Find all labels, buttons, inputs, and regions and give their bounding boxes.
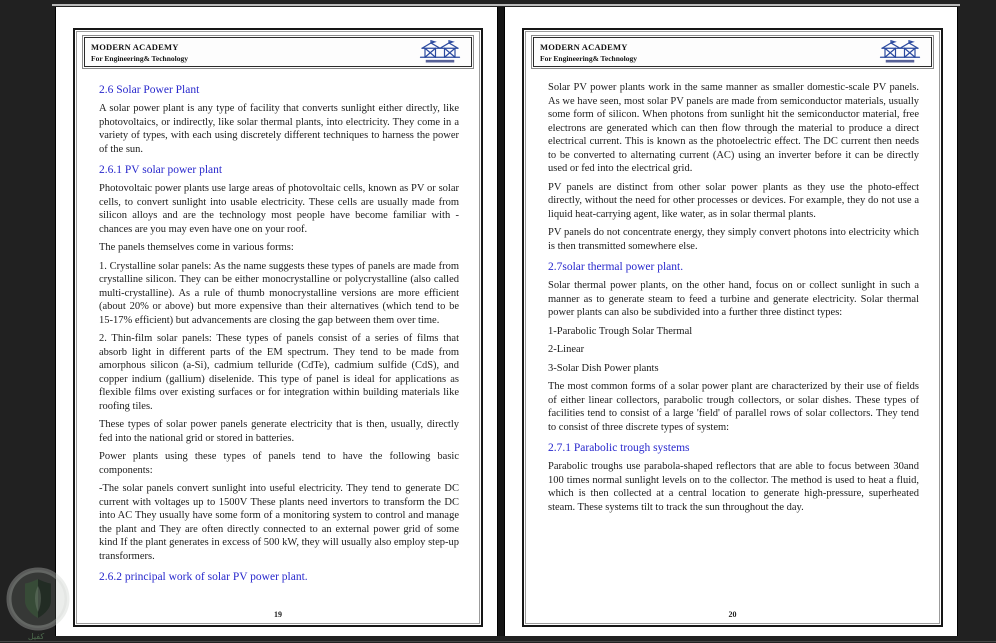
page-header-box bbox=[82, 35, 474, 69]
paragraph: Solar thermal power plants, on the other hand, focus on or collect sunlight in such a manner as to generate steam to feed a turbine and generate electricity. Solar thermal power plants can also be subdivided into a further three distinct types: bbox=[548, 280, 919, 318]
page-border-frame-inner bbox=[76, 31, 480, 624]
page-border-frame bbox=[522, 28, 943, 627]
paragraph: 2-Linear bbox=[548, 344, 585, 355]
section-heading: 2.6.1 PV solar power plant bbox=[99, 164, 223, 176]
paragraph: 3-Solar Dish Power plants bbox=[548, 362, 659, 374]
paragraph: PV panels do not concentrate energy, they simply convert photons into electricity which is then transmitted somewhere else. bbox=[548, 227, 919, 252]
academy-building-logo-icon bbox=[416, 40, 464, 64]
paragraph: These types of solar power panels generate electricity that is then, usually, directly fed into the national grid or stored in batteries. bbox=[99, 419, 459, 444]
watermark-arabic-text: كفيل bbox=[27, 632, 45, 641]
page-header-box-inner bbox=[84, 37, 472, 67]
section-heading: 2.7solar thermal power plant. bbox=[548, 261, 684, 273]
paragraph: PV panels are distinct from other solar power plants as they use the photo-effect directly, without the need for other processes or devices. For example, they do not use a liquid heat-carrying agent, like water, as in solar thermal plants. bbox=[548, 181, 919, 220]
academy-title: MODERN ACADEMY bbox=[91, 41, 179, 52]
section-heading: 2.6 Solar Power Plant bbox=[99, 84, 200, 96]
paragraph: The panels themselves come in various forms: bbox=[99, 242, 294, 253]
academy-subtitle: For Engineering& Technology bbox=[91, 53, 188, 63]
paragraph: Parabolic troughs use parabola-shaped reflectors that are able to focus between 30and 100 times normal sunlight levels on to the collector. The method is used to heat a fluid, which is then collected at a central location to generate high-pressure, superheated steam. These systems tilt to track the sun throughout the day. bbox=[548, 461, 919, 513]
page-right bbox=[504, 7, 958, 636]
page-left bbox=[55, 7, 498, 636]
page-header-box-inner bbox=[533, 37, 932, 67]
page-number: 19 bbox=[274, 610, 282, 619]
paragraph: The most common forms of a solar power plant are characterized by their use of fields of either linear collectors, parabolic trough collectors, or solar dishes. These types of facilities tend to consist of a large 'field' of parallel rows of solar collectors. They tend to consist of three discrete types of system: bbox=[548, 381, 919, 433]
academy-subtitle: For Engineering& Technology bbox=[540, 53, 637, 63]
paragraph: -The solar panels convert sunlight into useful electricity. They tend to generate DC current with voltages up to 1500V These plants need invertors to transform the DC into AC They usually have some form of a monitoring system to control and manage the plant and They are often directly connected to an external power grid of some kind If the plant generates in excess of 500 kW, they will usually also employ step-up transformers. bbox=[99, 483, 459, 562]
academy-name-block bbox=[540, 42, 637, 63]
section-heading: 2.6.2 principal work of solar PV power plant. bbox=[99, 571, 308, 583]
academy-name-block bbox=[91, 42, 188, 63]
academy-building-logo-icon bbox=[876, 40, 924, 64]
viewer-bottom-border bbox=[0, 641, 996, 642]
academy-title: MODERN ACADEMY bbox=[540, 41, 628, 52]
page-border-frame bbox=[73, 28, 483, 627]
paragraph: Photovoltaic power plants use large areas of photovoltaic cells, known as PV or solar cells, to convert sunlight into usable electricity. These cells are usually made from silicon alloys and are the technology most people have become familiar with - chances are you may even have one on your roof. bbox=[99, 183, 459, 235]
paragraph: 1-Parabolic Trough Solar Thermal bbox=[548, 325, 693, 337]
page-content bbox=[526, 69, 939, 514]
paragraph: 2. Thin-film solar panels: These types of panels consist of a series of films that absorb light in different parts of the EM spectrum. They tend to be made from amorphous silicon (a-Si), cadmium telluride (CdTe), cadmium sulfide (CdS), and copper indium (gallium) diselenide. This type of panel is ideal for applications as flexible films over existing surfaces or for integration within building materials like roofing tiles. bbox=[99, 333, 459, 412]
page-number: 20 bbox=[728, 610, 737, 619]
paragraph: Power plants using these types of panels tend to have the following basic components: bbox=[99, 451, 459, 476]
viewer-top-border bbox=[52, 4, 960, 6]
two-page-spread[interactable] bbox=[55, 7, 958, 636]
paragraph: Solar PV power plants work in the same manner as smaller domestic-scale PV panels. As we have seen, most solar PV panels are made from semiconductor materials, usually some form of silicon. When photons from sunlight hit the semiconductor material, free electrons are generated which can then flow through the material to produce a direct electrical current. This is known as the photoelectric effect. The DC current then needs to be converted to alternating current (AC) using an inverter before it can be directly used or fed into the electrical grid. bbox=[548, 82, 919, 174]
page-content bbox=[77, 69, 479, 584]
paragraph: 1. Crystalline solar panels: As the name suggests these types of panels are made from crystalline silicon. They can be either monocrystalline or polycrystalline (also called multi-crystalline). As a rule of thumb monocrystalline versions are more efficient (about 20% or above) but more expensive than their alternatives (which tend to be 15-17% efficient) but advancements are closing the gap between them over time. bbox=[99, 260, 459, 326]
page-border-frame-inner bbox=[525, 31, 940, 624]
page-header-box bbox=[531, 35, 934, 69]
paragraph: A solar power plant is any type of facility that converts sunlight either directly, like photovoltaics, or indirectly, like solar thermal plants, into electricity. They come in a variety of types, with each using discretely different techniques to harness the power of the sun. bbox=[99, 103, 459, 155]
section-heading: 2.7.1 Parabolic trough systems bbox=[548, 442, 690, 454]
